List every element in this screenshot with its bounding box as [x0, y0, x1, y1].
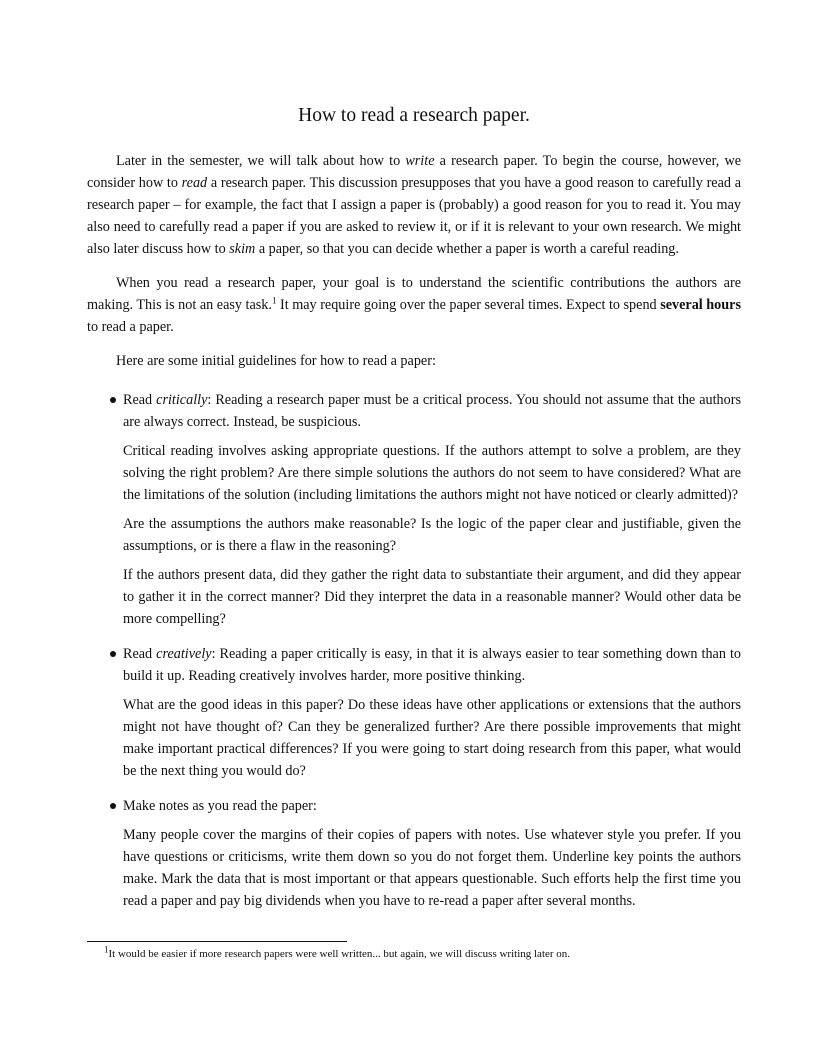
footnote-marker[interactable]: 1	[271, 295, 277, 306]
text-run: When you read a research paper, your goal is to understand the scientific contributions the authors are making. This is not an easy task.	[87, 275, 741, 313]
bullet-icon	[110, 397, 116, 403]
text-run: Later in the semester, we will talk about how to	[116, 153, 406, 169]
footnote-marker: 1	[104, 944, 109, 955]
goal-paragraph	[87, 272, 741, 338]
footnote-divider	[87, 941, 347, 942]
text-run: a paper, so that you can decide whether a paper is worth a careful reading.	[255, 241, 679, 257]
emphasis-creatively: creatively	[156, 646, 212, 662]
footnote	[87, 944, 741, 961]
bold-several-hours: several hours	[660, 297, 741, 313]
emphasis-skim: skim	[229, 241, 256, 257]
guideline-detail: If the authors present data, did they gather the right data to substantiate their argument, and did they appear to gather it in the correct manner? Did they interpret the data in a reasonable manner? Would other data be more compelling?	[123, 567, 741, 627]
text-run: Read	[123, 392, 157, 408]
list-item	[87, 795, 741, 912]
text-run: Make notes as you read the paper:	[123, 798, 317, 814]
emphasis-critically: critically	[156, 392, 208, 408]
text-run: : Reading a research paper must be a critical process. You should not assume that the authors are always correct. Instead, be suspicious.	[123, 392, 741, 430]
guideline-detail: Many people cover the margins of their copies of papers with notes. Use whatever style you prefer. If you have questions or criticisms, write them down so you do not forget them. Underline key points the authors make. Mark the data that is most important or that appears questionable. Such efforts help the first time you read a paper and pay big dividends when you have to re-read a paper after several months.	[123, 827, 741, 909]
list-item	[87, 643, 741, 782]
document-body	[87, 150, 741, 912]
emphasis-write: write	[405, 153, 435, 169]
bullet-icon	[110, 803, 116, 809]
text-run: to read a paper.	[87, 319, 174, 335]
text-run: It may require going over the paper several times. Expect to spend	[276, 297, 661, 313]
text-run: Read	[123, 646, 157, 662]
emphasis-read: read	[181, 175, 208, 191]
list-item	[87, 389, 741, 630]
intro-paragraph	[87, 150, 741, 260]
guidelines-intro: Here are some initial guidelines for how to read a paper:	[116, 353, 436, 369]
footnote-text: It would be easier if more research papers were well written... but again, we will discuss writing later on.	[108, 948, 571, 960]
text-run: : Reading a paper critically is easy, in that it is always easier to tear something down than to build it up. Reading creatively involves harder, more positive thinking.	[123, 646, 741, 684]
text-run: a research paper. To begin the course, however, we consider how to	[87, 153, 742, 191]
guidelines-list	[87, 389, 741, 912]
bullet-icon	[110, 651, 116, 657]
guideline-detail: Critical reading involves asking appropriate questions. If the authors attempt to solve a problem, are they solving the right problem? Are there simple solutions the authors do not seem to have considered? What are the limitations of the solution (including limitations the authors might not have noticed or clearly admitted)?	[123, 443, 741, 503]
text-run: a research paper. This discussion presupposes that you have a good reason to carefully read a research paper – for example, the fact that I assign a paper is (probably) a good reason for you to read it. You may also need to carefully read a paper if you are asked to review it, or if it is relevant to your own research. We might also later discuss how to	[87, 175, 741, 257]
page-title: How to read a research paper.	[298, 105, 530, 126]
guideline-heading	[123, 389, 741, 433]
guideline-heading	[123, 643, 741, 687]
guideline-heading	[123, 795, 741, 817]
guideline-detail: Are the assumptions the authors make reasonable? Is the logic of the paper clear and justifiable, given the assumptions, or is there a flaw in the reasoning?	[123, 516, 741, 554]
guideline-detail: What are the good ideas in this paper? Do these ideas have other applications or extensions that the authors might not have thought of? Can they be generalized further? Are there possible improvements that might make important practical differences? If you were going to start doing research from this paper, what would be the next thing you would do?	[123, 697, 741, 779]
